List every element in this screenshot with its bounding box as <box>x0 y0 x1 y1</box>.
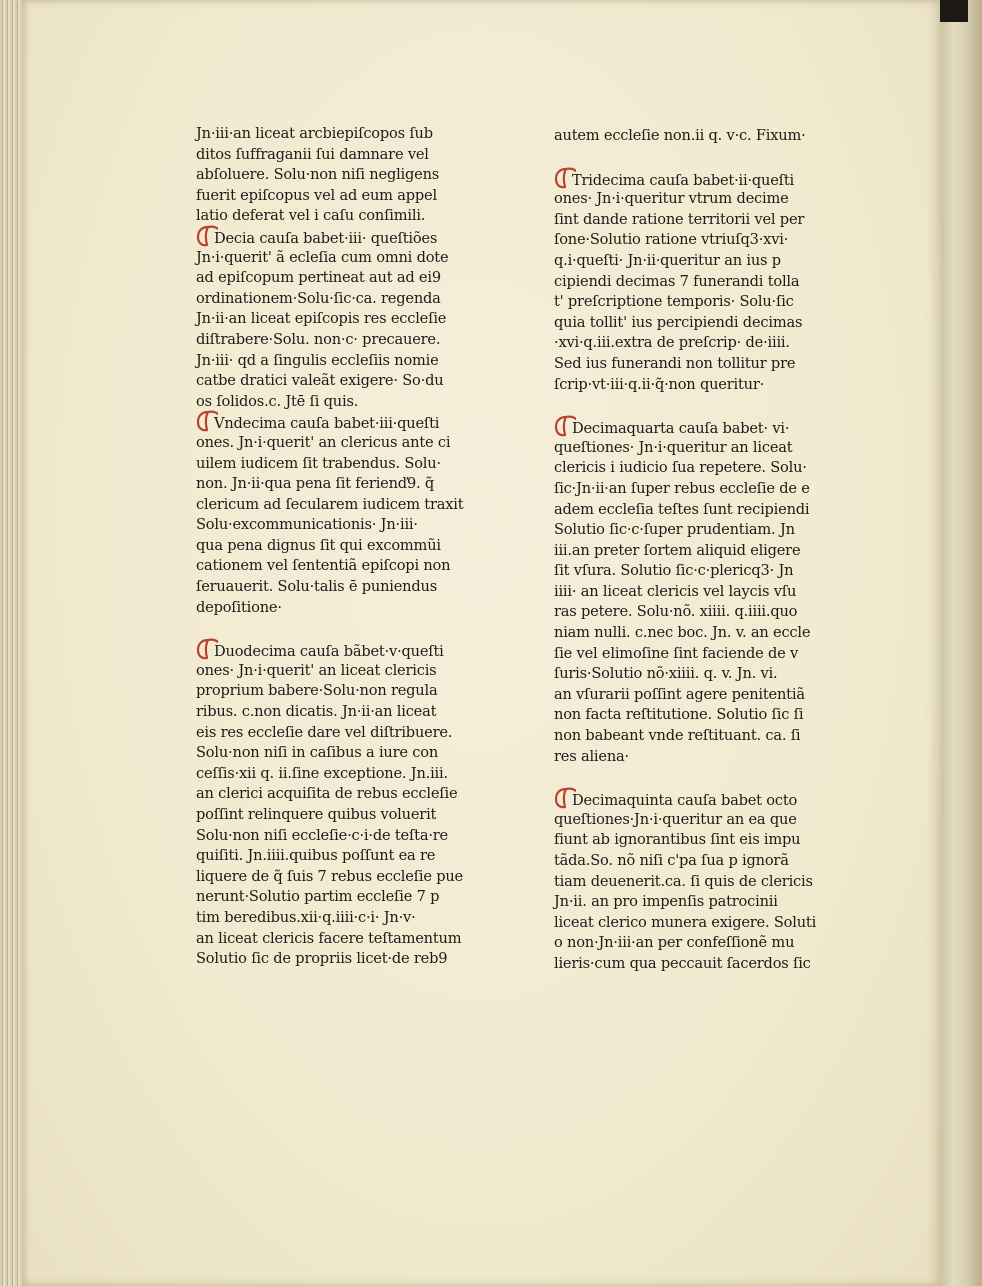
line-text: Solu·non niſi eccleſie·c·i·de teſta·re <box>196 826 448 844</box>
text-line <box>554 272 854 293</box>
text-line <box>554 623 854 644</box>
paragraph <box>554 126 854 147</box>
text-line <box>196 949 496 970</box>
text-line <box>554 169 854 190</box>
text-line <box>196 206 496 227</box>
line-text: autem eccleſie non.ii q. v·c. Fixum· <box>554 127 806 144</box>
line-text: diſtrabere·Solu. non·c· precauere. <box>196 330 441 348</box>
line-text: niam nulli. c.nec boc. Jn. v. an eccle <box>554 624 811 642</box>
page-edges <box>0 0 24 1286</box>
text-line <box>196 474 496 495</box>
line-text: ceſſis·xii q. ii.ſine exceptione. Jn.iii. <box>196 764 448 782</box>
line-text: iii.an preter ſortem aliquid eligere <box>554 541 801 559</box>
line-text: an liceat clericis facere teſtamentum <box>196 929 462 947</box>
text-line <box>554 913 854 934</box>
text-line <box>554 541 854 562</box>
text-line <box>196 887 496 908</box>
text-line <box>196 640 496 661</box>
line-text: non. Jn·ii·qua pena ſit ferienď9. q̃ <box>196 475 435 493</box>
text-line <box>196 556 496 577</box>
line-text: ſie vel elimoſine ſint faciende de v <box>554 644 799 662</box>
right-text-column <box>554 126 854 975</box>
line-text: Solu·non niſi in caſibus a iure con <box>196 744 439 762</box>
line-text: nerunt·Solutio partim eccleſie 7 p <box>196 888 440 906</box>
line-text: tim beredibus.xii·q.iiii·c·i· Jn·v· <box>196 908 416 926</box>
line-text: ribus. c.non dicatis. Jn·ii·an liceat <box>196 703 437 721</box>
text-line <box>196 598 496 619</box>
line-text: os ſolidos.c. Jtē ſi quis. <box>196 392 359 410</box>
line-text: Duodecima cauſa bãbet·v·queſti <box>214 643 444 661</box>
text-line <box>554 933 854 954</box>
line-text: liquere de q̃ ſuis 7 rebus eccleſie pue <box>196 867 463 885</box>
text-line <box>554 479 854 500</box>
line-text: Tridecima cauſa babet·ii·queſti <box>572 171 794 189</box>
text-line <box>196 577 496 598</box>
line-text: tiam deuenerit.ca. ſi quis de clericis <box>554 872 813 890</box>
line-text: queſtiones· Jn·i·queritur an liceat <box>554 438 793 456</box>
book-binding <box>942 0 982 1286</box>
line-text: ones· Jn·i·queritur vtrum decime <box>554 190 789 208</box>
rubricated-initial-icon <box>554 169 570 187</box>
line-text: ·xvi·q.iii.extra de preſcrip· de·iiii. <box>554 334 790 352</box>
text-line <box>196 515 496 536</box>
text-line <box>196 826 496 847</box>
binding-shadow <box>940 0 968 22</box>
text-line <box>554 230 854 251</box>
text-line <box>554 705 854 726</box>
text-line <box>196 412 496 433</box>
line-text: Sed ius funerandi non tollitur pre <box>554 354 796 372</box>
line-text: ſuris·Solutio nõ·xiiii. q. v. Jn. vi. <box>554 665 778 683</box>
text-line <box>554 892 854 913</box>
text-line <box>196 124 496 145</box>
paragraph <box>196 412 496 618</box>
paragraph <box>196 124 496 227</box>
line-text: ones· Jn·i·querit' an liceat clericis <box>196 661 437 679</box>
text-line <box>196 371 496 392</box>
text-line <box>554 458 854 479</box>
text-line <box>196 743 496 764</box>
text-line <box>196 784 496 805</box>
text-line <box>554 685 854 706</box>
line-text: non babeant vnde reſtituant. ca. ſi <box>554 727 801 745</box>
line-text: q.i·queſti· Jn·ii·queritur an ius p <box>554 251 781 269</box>
line-text: ſeruauerit. Solu·talis ē puniendus <box>196 578 438 596</box>
line-text: latio deferat vel i caſu conſimili. <box>196 207 426 225</box>
line-text: Solutio ſic·c·ſuper prudentiam. Jn <box>554 521 795 539</box>
text-line <box>196 248 496 269</box>
text-line <box>196 227 496 248</box>
text-line <box>554 375 854 396</box>
text-line <box>196 929 496 950</box>
text-line <box>554 126 854 147</box>
text-line <box>554 189 854 210</box>
line-text: Vndecima cauſa babet·iii·queſti <box>214 415 440 433</box>
text-line <box>196 454 496 475</box>
line-text: o non·Jn·iii·an per confeſſionẽ mu <box>554 934 795 952</box>
text-line <box>196 392 496 413</box>
text-line <box>196 908 496 929</box>
text-line <box>196 433 496 454</box>
line-text: non facta reſtitutione. Solutio ſic ſi <box>554 706 804 724</box>
text-line <box>554 872 854 893</box>
line-text: clericis i iudicio ſua repetere. Solu· <box>554 459 807 477</box>
rubricated-initial-icon <box>554 417 570 435</box>
line-text: Solutio ſic de propriis licet·de reb9 <box>196 950 448 968</box>
text-line <box>554 438 854 459</box>
line-text: iiii· an liceat clericis vel laycis vſu <box>554 582 797 600</box>
text-line <box>554 292 854 313</box>
line-text: proprium babere·Solu·non regula <box>196 682 438 700</box>
line-text: liceat clerico munera exigere. Soluti <box>554 913 817 931</box>
text-line <box>196 268 496 289</box>
text-line <box>554 313 854 334</box>
line-text: Decia cauſa babet·iii· queſtiões <box>214 229 438 247</box>
line-text: Jn·iii·an liceat arcbiepiſcopos ſub <box>196 125 433 142</box>
rubricated-initial-icon <box>196 227 212 245</box>
text-line <box>196 805 496 826</box>
line-text: fuerit epiſcopus vel ad eum appel <box>196 186 437 204</box>
line-text: eis res eccleſie dare vel diſtribuere. <box>196 723 453 741</box>
line-text: ones. Jn·i·querit' an clericus ante ci <box>196 433 451 451</box>
line-text: t' preſcriptione temporis· Solu·ſic <box>554 293 794 311</box>
text-line <box>554 500 854 521</box>
line-text: an clerici acquiſita de rebus eccleſie <box>196 785 458 803</box>
line-text: an vſurarii poſſint agere penitentiã <box>554 685 805 703</box>
line-text: depoſitione· <box>196 598 282 616</box>
line-text: clericum ad ſecularem iudicem traxit <box>196 495 464 513</box>
text-line <box>196 661 496 682</box>
text-line <box>554 561 854 582</box>
line-text: Jn·ii. an pro impenſis patrocinii <box>554 893 778 911</box>
text-line <box>196 351 496 372</box>
paragraph <box>554 169 854 396</box>
paragraph <box>196 640 496 970</box>
rubricated-initial-icon <box>554 789 570 807</box>
paragraph <box>196 227 496 412</box>
text-line <box>196 186 496 207</box>
text-line <box>196 723 496 744</box>
line-text: poſſint relinquere quibus voluerit <box>196 806 437 823</box>
text-line <box>196 846 496 867</box>
line-text: quia tollit' ius percipiendi decimas <box>554 313 803 331</box>
line-text: adem eccleſia teſtes ſunt recipiendi <box>554 500 810 518</box>
line-text: ordinationem·Solu·ſic·ca. regenda <box>196 289 441 307</box>
text-line <box>554 333 854 354</box>
text-line <box>554 354 854 375</box>
text-line <box>196 702 496 723</box>
line-text: abſoluere. Solu·non niſi negligens <box>196 166 440 184</box>
text-line <box>554 954 854 975</box>
text-line <box>554 664 854 685</box>
paragraph <box>554 417 854 767</box>
text-line <box>554 851 854 872</box>
text-line <box>554 520 854 541</box>
text-line <box>196 330 496 351</box>
text-line <box>554 417 854 438</box>
line-text: cipiendi decimas 7 funerandi tolla <box>554 272 800 290</box>
line-text: ſint dande ratione territorii vel per <box>554 210 805 228</box>
text-line <box>196 309 496 330</box>
rubricated-initial-icon <box>196 412 212 430</box>
line-text: Decimaquarta cauſa babet· vi· <box>572 420 790 438</box>
line-text: qua pena dignus ſit qui excommũi <box>196 536 441 554</box>
text-line <box>196 145 496 166</box>
line-text: ditos ſuffraganii ſui damnare vel <box>196 145 429 163</box>
text-line <box>554 810 854 831</box>
rubricated-initial-icon <box>196 640 212 658</box>
line-text: fiunt ab ignorantibus ſint eis impu <box>554 831 801 849</box>
text-line <box>554 602 854 623</box>
line-text: tãda.So. nõ niſi c'pa ſua p ignorã <box>554 852 789 869</box>
line-text: ad epiſcopum pertineat aut ad ei9 <box>196 269 441 287</box>
text-line <box>554 251 854 272</box>
left-text-column <box>196 124 496 970</box>
line-text: ſit vſura. Solutio ſic·c·plericq3· Jn <box>554 562 794 580</box>
line-text: Solu·excommunicationis· Jn·iii· <box>196 516 418 534</box>
line-text: ſone·Solutio ratione vtriuſq3·xvi· <box>554 231 789 249</box>
text-line <box>554 830 854 851</box>
line-text: queſtiones·Jn·i·queritur an ea que <box>554 810 797 828</box>
line-text: ſic·Jn·ii·an ſuper rebus eccleſie de e <box>554 479 810 497</box>
text-line <box>196 681 496 702</box>
line-text: uilem iudicem ſit trabendus. Solu· <box>196 454 441 472</box>
book-page <box>22 0 942 1286</box>
line-text: lieris·cum qua peccauit ſacerdos ſic <box>554 954 811 972</box>
paragraph <box>554 789 854 974</box>
text-line <box>554 210 854 231</box>
text-line <box>554 644 854 665</box>
line-text: quiſiti. Jn.iiii.quibus poſſunt ea re <box>196 847 436 865</box>
line-text: cationem vel ſententiã epiſcopi non <box>196 557 451 575</box>
line-text: ſcrip·vt·iii·q.ii·q̃·non queritur· <box>554 375 765 393</box>
line-text: catbe dratici valeãt exigere· So·du <box>196 372 444 390</box>
text-line <box>554 789 854 810</box>
line-text: ras petere. Solu·nõ. xiiii. q.iiii.quo <box>554 603 798 621</box>
line-text: Jn·iii· qd a ſingulis eccleſiis nomie <box>196 351 439 369</box>
text-line <box>554 726 854 747</box>
text-line <box>554 747 854 768</box>
text-line <box>196 289 496 310</box>
text-line <box>196 764 496 785</box>
text-line <box>196 495 496 516</box>
text-line <box>196 165 496 186</box>
line-text: Decimaquinta cauſa babet octo <box>572 792 798 810</box>
text-line <box>196 536 496 557</box>
line-text: Jn·ii·an liceat epiſcopis res eccleſie <box>196 310 447 328</box>
text-line <box>554 582 854 603</box>
line-text: Jn·i·querit' ã ecleſia cum omni dote <box>196 248 449 266</box>
text-line <box>196 867 496 888</box>
line-text: res aliena· <box>554 747 629 765</box>
